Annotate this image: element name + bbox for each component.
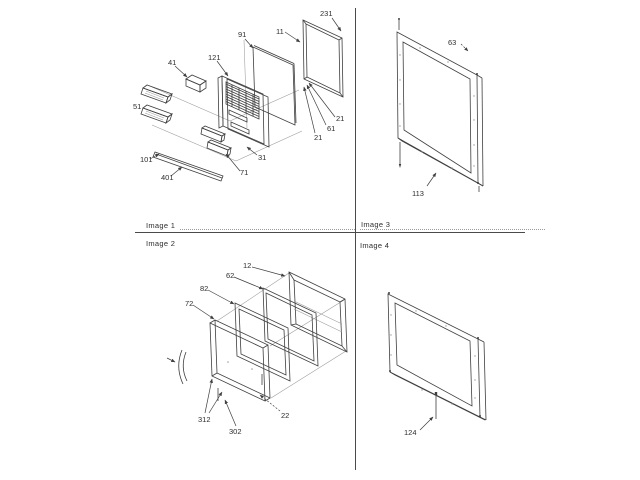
- part-label-12: 12: [243, 261, 252, 270]
- door-handle-trim: [167, 350, 187, 384]
- part-label-71: 71: [240, 168, 249, 177]
- image1-freezer-door-exploded-diagram: [130, 0, 355, 235]
- part-label-82: 82: [200, 284, 209, 293]
- corner-pins: [388, 292, 481, 419]
- part-label-121: 121: [208, 53, 221, 62]
- screw-holes: [390, 310, 475, 404]
- part-label-101: 101: [140, 155, 153, 164]
- part-label-21a: 21: [336, 114, 345, 123]
- leader-lines: [427, 44, 468, 186]
- part-label-63: 63: [448, 38, 457, 47]
- part-label-72: 72: [185, 299, 194, 308]
- part-label-124: 124: [404, 428, 417, 437]
- part-label-401: 401: [161, 173, 174, 182]
- back-liner-panel: [289, 272, 347, 352]
- caption-image-1: Image 1: [146, 221, 176, 230]
- caption-image-3: Image 3: [361, 220, 391, 229]
- small-cover-part: [186, 75, 206, 92]
- screw-holes: [399, 47, 474, 168]
- caption-image-4: Image 4: [360, 241, 390, 250]
- front-door-panel: [210, 320, 270, 401]
- inner-glass-panel: [253, 46, 296, 126]
- part-label-51: 51: [133, 102, 142, 111]
- part-label-11: 11: [276, 27, 284, 36]
- outer-door-panel: [303, 20, 343, 97]
- leader-lines: [420, 417, 433, 430]
- image3-freezer-frame-diagram: [355, 0, 535, 235]
- part-label-31: 31: [258, 153, 267, 162]
- part-label-312: 312: [198, 415, 211, 424]
- part-label-41: 41: [168, 58, 177, 67]
- part-label-113: 113: [412, 189, 424, 198]
- part-label-302: 302: [229, 427, 242, 436]
- image4-refrigerator-frame-diagram: [355, 235, 535, 480]
- mounting-pins: [398, 18, 479, 192]
- part-label-231: 231: [320, 9, 333, 18]
- part-label-22: 22: [281, 411, 290, 420]
- refrigerator-inner-frame: [388, 292, 486, 420]
- freezer-inner-frame: [397, 18, 483, 192]
- part-label-21b: 21: [314, 133, 323, 142]
- door-handles: [141, 85, 172, 123]
- grille-door-assembly: [218, 76, 269, 147]
- part-label-91: 91: [238, 30, 247, 39]
- door-shelf-trays: [201, 126, 231, 156]
- image2-refrigerator-door-exploded-diagram: [130, 235, 355, 480]
- leader-lines: [150, 18, 341, 176]
- caption-image-2: Image 2: [146, 239, 176, 248]
- door-gasket-frame: [263, 288, 318, 366]
- part-label-61: 61: [327, 124, 336, 133]
- part-label-62: 62: [226, 271, 235, 280]
